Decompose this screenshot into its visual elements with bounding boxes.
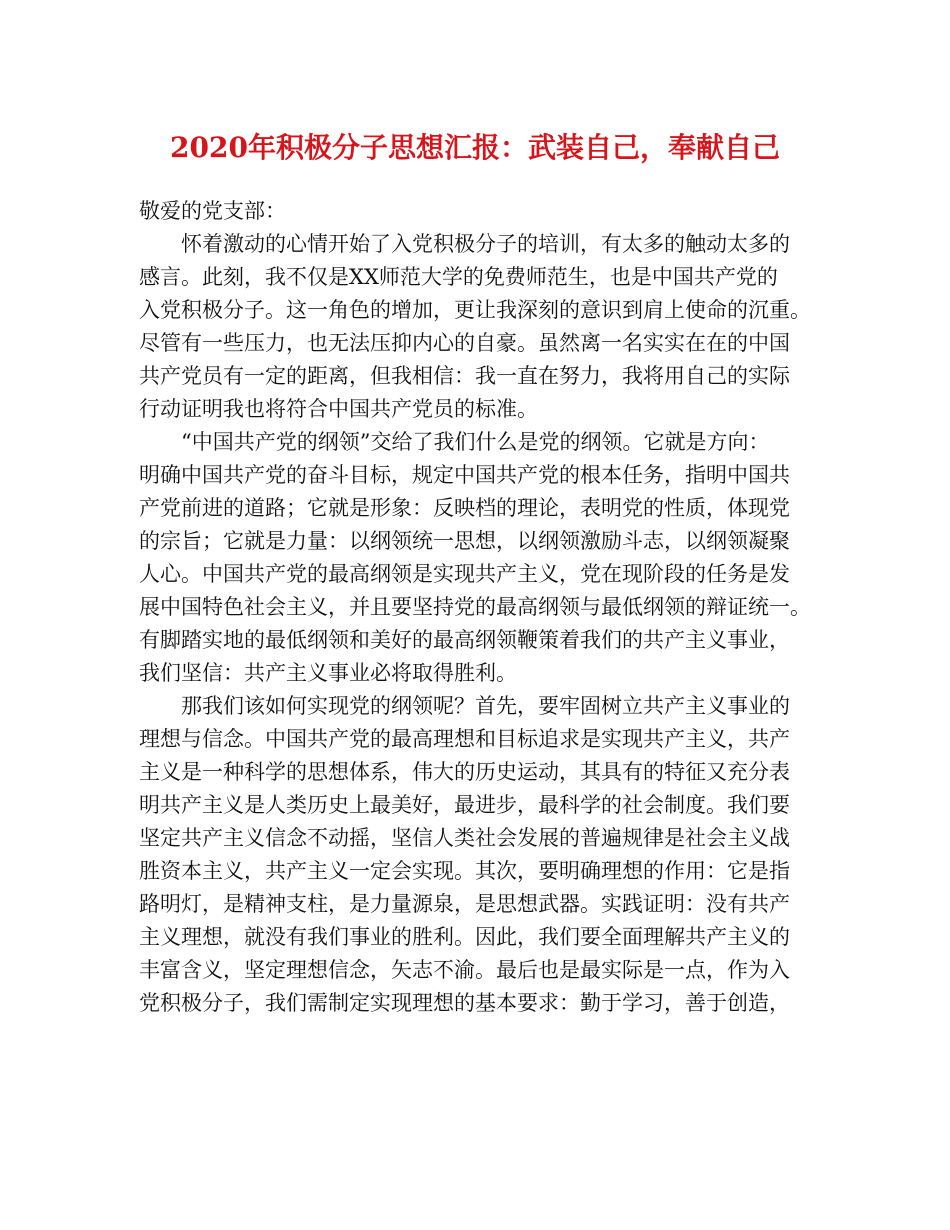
paragraph-line: 行动证明我也将符合中国共产党员的标准。 xyxy=(139,397,538,421)
paragraph-line: 丰富含义，坚定理想信念，矢志不渝。最后也是最实际是一点，作为入 xyxy=(139,958,790,982)
paragraph-line: 坚定共产主义信念不动摇，坚信人类社会发展的普遍规律是社会主义战 xyxy=(139,826,790,850)
paragraph-line: 路明灯，是精神支柱，是力量源泉，是思想武器。实践证明：没有共产 xyxy=(139,892,790,916)
paragraph-line: 胜资本主义，共产主义一定会实现。其次，要明确理想的作用：它是指 xyxy=(139,859,790,883)
paragraph-line: 产党前进的道路；它就是形象：反映档的理论，表明党的性质，体现党 xyxy=(139,496,790,520)
paragraph-line: 主义是一种科学的思想体系，伟大的历史运动，其具有的特征又充分表 xyxy=(139,760,790,784)
paragraph-line: 人心。中国共产党的最高纲领是实现共产主义，党在现阶段的任务是发 xyxy=(139,562,790,586)
paragraph-line: 党积极分子，我们需制定实现理想的基本要求：勤于学习，善于创造， xyxy=(139,991,790,1015)
paragraph-line: 那我们该如何实现党的纲领呢？首先，要牢固树立共产主义事业的 xyxy=(181,694,790,718)
paragraph-line: 明确中国共产党的奋斗目标，规定中国共产党的根本任务，指明中国共 xyxy=(139,463,790,487)
paragraph-2 xyxy=(139,426,819,690)
paragraph-line: 共产党员有一定的距离，但我相信：我一直在努力，我将用自己的实际 xyxy=(139,364,790,388)
paragraph-line: 理想与信念。中国共产党的最高理想和目标追求是实现共产主义，共产 xyxy=(139,727,790,751)
document-body xyxy=(139,195,819,1020)
paragraph-line: 的宗旨；它就是力量：以纲领统一思想，以纲领激励斗志，以纲领凝聚 xyxy=(139,529,790,553)
paragraph-line: 感言。此刻，我不仅是XX师范大学的免费师范生，也是中国共产党的 xyxy=(139,265,778,289)
paragraph-line: 有脚踏实地的最低纲领和美好的最高纲领鞭策着我们的共产主义事业， xyxy=(139,628,790,652)
paragraph-line: 怀着激动的心情开始了入党积极分子的培训，有太多的触动太多的 xyxy=(181,232,790,256)
paragraph-1 xyxy=(139,228,819,426)
paragraph-line: 入党积极分子。这一角色的增加，更让我深刻的意识到肩上使命的沉重。 xyxy=(139,298,811,322)
paragraph-line: 主义理想，就没有我们事业的胜利。因此，我们要全面理解共产主义的 xyxy=(139,925,790,949)
paragraph-3 xyxy=(139,690,819,1020)
paragraph-line: “中国共产党的纲领”交给了我们什么是党的纲领。它就是方向： xyxy=(181,430,770,454)
paragraph-line: 明共产主义是人类历史上最美好，最进步，最科学的社会制度。我们要 xyxy=(139,793,790,817)
salutation: 敬爱的党支部： xyxy=(139,199,286,223)
paragraph-line: 尽管有一些压力，也无法压抑内心的自豪。虽然离一名实实在在的中国 xyxy=(139,331,790,355)
document-title: 2020年积极分子思想汇报：武装自己，奉献自己 xyxy=(170,131,780,164)
paragraph-line: 展中国特色社会主义，并且要坚持党的最高纲领与最低纲领的辩证统一。 xyxy=(139,595,811,619)
paragraph-line: 我们坚信：共产主义事业必将取得胜利。 xyxy=(139,661,517,685)
